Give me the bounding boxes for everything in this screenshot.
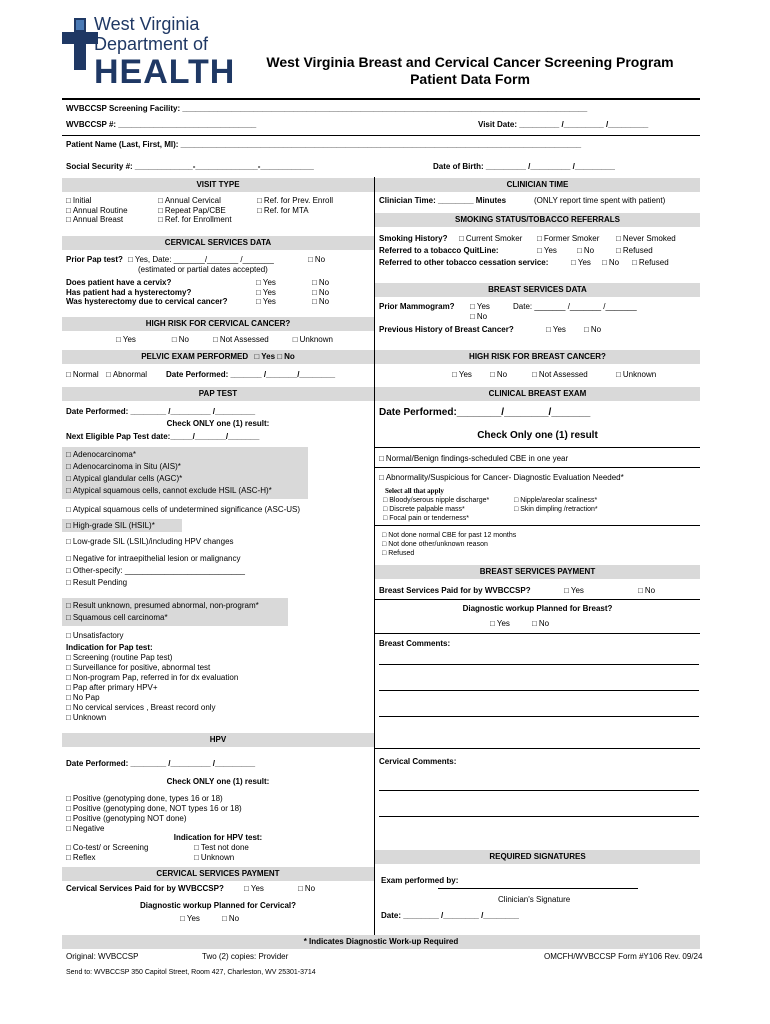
mammo-date-field[interactable]: Date: _______ /_______ /_______ — [513, 302, 637, 311]
hyst-cancer-no-checkbox[interactable]: □ No — [312, 297, 329, 307]
logo-line1: West Virginia — [94, 14, 200, 34]
ssn-field[interactable]: Social Security #: _____________-______________-____________ — [66, 162, 314, 171]
clinician-time-note: (ONLY report time spent with patient) — [534, 196, 666, 205]
cbe-check-one: Check Only one (1) result — [477, 430, 598, 441]
cbe-mass-checkbox[interactable]: □ Discrete palpable mass* — [383, 505, 489, 514]
pelvic-heading — [62, 350, 374, 364]
hpv-cotest-checkbox[interactable]: □ Co-test/ or Screening — [66, 843, 148, 853]
prior-pap-label: Prior Pap test? — [66, 255, 123, 264]
smoking-never-checkbox[interactable]: □ Never Smoked — [616, 234, 676, 244]
breast-history-no-checkbox[interactable]: □ No — [584, 325, 601, 335]
next-pap-date-field[interactable]: Next Eligible Pap Test date:_____/_______/_______ — [66, 432, 260, 441]
hpv-pos-not-16-18-checkbox[interactable]: □ Positive (genotyping done, NOT types 16 or 18) — [66, 804, 242, 814]
cessation-yes-checkbox[interactable]: □ Yes — [571, 258, 591, 268]
cervix-yes-checkbox[interactable]: □ Yes — [256, 278, 276, 288]
hpv-indication-heading: Indication for HPV test: — [173, 833, 263, 842]
facility-field[interactable]: WVBCCSP Screening Facility: ___________________________________________________________________________________________ — [66, 104, 588, 113]
pap-unsatisfactory-checkbox[interactable]: □ Unsatisfactory — [66, 631, 124, 641]
cervical-data-heading: CERVICAL SERVICES DATA — [62, 236, 374, 250]
quitline-yes-checkbox[interactable]: □ Yes — [537, 246, 557, 256]
ind-no-cervical-checkbox[interactable]: □ No cervical services , Breast record only — [66, 703, 238, 713]
hr-breast-not-assessed-checkbox[interactable]: □ Not Assessed — [532, 370, 588, 380]
smoking-history-label: Smoking History? — [379, 234, 448, 243]
breast-data-heading: BREAST SERVICES DATA — [375, 283, 700, 297]
hpv-heading: HPV — [62, 733, 374, 747]
cbe-not-done-normal-checkbox[interactable]: □ Not done normal CBE for past 12 months — [382, 531, 516, 540]
cessation-refused-checkbox[interactable]: □ Refused — [632, 258, 669, 268]
breast-payment-heading: BREAST SERVICES PAYMENT — [375, 565, 700, 579]
ind-unknown-checkbox[interactable]: □ Unknown — [66, 713, 238, 723]
cervical-comments-label: Cervical Comments: — [379, 757, 457, 766]
cbe-pain-checkbox[interactable]: □ Focal pain or tenderness* — [383, 514, 489, 523]
pelvic-yes-checkbox[interactable]: □ Yes — [254, 352, 275, 361]
ind-screening-checkbox[interactable]: □ Screening (routine Pap test) — [66, 653, 238, 663]
hysterectomy-no-checkbox[interactable]: □ No — [312, 288, 329, 298]
hysterectomy-question: Has patient had a hysterectomy? — [66, 287, 192, 297]
cbe-heading: CLINICAL BREAST EXAM — [375, 387, 700, 401]
cessation-label: Referred to other tobacco cessation service: — [379, 258, 549, 267]
cbe-not-done-other-checkbox[interactable]: □ Not done other/unknown reason — [382, 540, 516, 549]
smoking-current-checkbox[interactable]: □ Current Smoker — [459, 234, 522, 244]
pap-indication-heading: Indication for Pap test: — [66, 643, 153, 652]
pap-ais-checkbox[interactable]: □ Adenocarcinoma in Situ (AIS)* — [66, 461, 272, 473]
logo — [62, 14, 236, 92]
visit-annual-breast-checkbox[interactable]: □ Annual Breast — [66, 215, 128, 225]
cervical-payment-heading: CERVICAL SERVICES PAYMENT — [62, 867, 374, 881]
ind-nonprogram-checkbox[interactable]: □ Non-program Pap, referred in for dx evaluation — [66, 673, 238, 683]
wvbccsp-id-field[interactable]: WVBCCSP #: _______________________________ — [66, 120, 257, 129]
cbe-normal-checkbox[interactable]: □ Normal/Benign findings-scheduled CBE in one year — [379, 454, 568, 464]
visit-annual-cervical-checkbox[interactable]: □ Annual Cervical — [158, 196, 232, 206]
visit-repeat-pap-checkbox[interactable]: □ Repeat Pap/CBE — [158, 206, 232, 216]
visit-ref-enrollment-checkbox[interactable]: □ Ref. for Enrollment — [158, 215, 232, 225]
high-risk-cervical-heading: HIGH RISK FOR CERVICAL CANCER? — [62, 317, 374, 331]
dob-field[interactable]: Date of Birth: _________ /_________ /_________ — [433, 162, 615, 171]
estimated-note: (estimated or partial dates accepted) — [138, 265, 268, 274]
pap-heading: PAP TEST — [62, 387, 374, 401]
clinician-time-heading: CLINICIAN TIME — [375, 178, 700, 192]
breast-workup-no-checkbox[interactable]: □ No — [532, 619, 549, 629]
smoking-heading: SMOKING STATUS/TOBACCO REFERRALS — [375, 213, 700, 227]
title-line2: Patient Data Form — [410, 71, 530, 87]
breast-paid-label: Breast Services Paid for by WVBCCSP? — [379, 586, 531, 595]
ind-no-pap-checkbox[interactable]: □ No Pap — [66, 693, 238, 703]
cervical-paid-no-checkbox[interactable]: □ No — [298, 884, 315, 894]
hpv-pos-no-geno-checkbox[interactable]: □ Positive (genotyping NOT done) — [66, 814, 242, 824]
form-title — [240, 54, 700, 88]
hysterectomy-yes-checkbox[interactable]: □ Yes — [256, 288, 276, 298]
cervical-paid-label: Cervical Services Paid for by WVBCCSP? — [66, 884, 224, 893]
cervical-workup-no-checkbox[interactable]: □ No — [222, 914, 239, 924]
hr-cervical-yes-checkbox[interactable]: □ Yes — [116, 335, 136, 345]
exam-performed-label: Exam performed by: — [381, 876, 459, 885]
breast-history-label: Previous History of Breast Cancer? — [379, 325, 514, 334]
cervical-workup-label: Diagnostic workup Planned for Cervical? — [139, 901, 297, 910]
cessation-no-checkbox[interactable]: □ No — [602, 258, 619, 268]
hyst-cancer-yes-checkbox[interactable]: □ Yes — [256, 297, 276, 307]
visit-ref-prev-enroll-checkbox[interactable]: □ Ref. for Prev. Enroll — [257, 196, 333, 206]
visit-type-heading: VISIT TYPE — [62, 178, 374, 192]
pap-lsil-checkbox[interactable]: □ Low-grade SIL (LSIL)/including HPV changes — [66, 537, 234, 547]
hr-breast-yes-checkbox[interactable]: □ Yes — [452, 370, 472, 380]
cbe-dimpling-checkbox[interactable]: □ Skin dimpling /retraction* — [514, 505, 598, 514]
hr-breast-unknown-checkbox[interactable]: □ Unknown — [616, 370, 656, 380]
pelvic-date-field[interactable]: Date Performed: _______ /_______/________ — [166, 370, 336, 379]
visit-initial-checkbox[interactable]: □ Initial — [66, 196, 128, 206]
hpv-reflex-checkbox[interactable]: □ Reflex — [66, 853, 148, 863]
smoking-former-checkbox[interactable]: □ Former Smoker — [537, 234, 599, 244]
quitline-refused-checkbox[interactable]: □ Refused — [616, 246, 653, 256]
footer-form-number: OMCFH/WVBCCSP Form #Y106 Rev. 09/24 — [544, 952, 703, 961]
pap-check-one: Check ONLY one (1) result: — [166, 419, 270, 428]
breast-history-yes-checkbox[interactable]: □ Yes — [546, 325, 566, 335]
pap-squamous-checkbox[interactable]: □ Squamous cell carcinoma* — [66, 612, 259, 624]
hr-cervical-unknown-checkbox[interactable]: □ Unknown — [293, 335, 333, 345]
breast-comments-label: Breast Comments: — [379, 639, 451, 648]
footer-original: Original: WVBCCSP — [66, 952, 139, 961]
ind-pap-after-hpv-checkbox[interactable]: □ Pap after primary HPV+ — [66, 683, 238, 693]
pap-hsil-checkbox[interactable]: □ High-grade SIL (HSIL)* — [66, 521, 155, 531]
visit-date-field[interactable]: Visit Date: _________ /_________ /_________ — [478, 120, 649, 129]
prior-pap-no-checkbox[interactable]: □ No — [308, 255, 325, 265]
visit-annual-routine-checkbox[interactable]: □ Annual Routine — [66, 206, 128, 216]
signature-date-field[interactable]: Date: ________ /________ /________ — [381, 911, 519, 920]
footer-send-to: Send to: WVBCCSP 350 Capitol Street, Room 427, Charleston, WV 25301-3714 — [66, 969, 316, 976]
cervical-paid-yes-checkbox[interactable]: □ Yes — [244, 884, 264, 894]
cbe-refused-checkbox[interactable]: □ Refused — [382, 549, 516, 558]
cbe-date-field[interactable]: Date Performed:________/________/_______ — [379, 407, 591, 418]
pelvic-no-checkbox[interactable]: □ No — [277, 352, 295, 361]
cervical-workup-yes-checkbox[interactable]: □ Yes — [180, 914, 200, 924]
quitline-label: Referred to a tobacco QuitLine: — [379, 246, 499, 255]
cervix-question: Does patient have a cervix? — [66, 278, 172, 287]
prior-mammo-label: Prior Mammogram? — [379, 302, 455, 311]
high-risk-breast-heading: HIGH RISK FOR BREAST CANCER? — [375, 350, 700, 364]
logo-cross-icon — [62, 18, 98, 70]
footer-copies: Two (2) copies: Provider — [202, 952, 289, 961]
pap-asch-checkbox[interactable]: □ Atypical squamous cells, cannot exclude HSIL (ASC-H)* — [66, 485, 272, 497]
cbe-select-all: Select all that apply — [385, 487, 444, 495]
breast-workup-yes-checkbox[interactable]: □ Yes — [490, 619, 510, 629]
cbe-abnormal-checkbox[interactable]: □ Abnormality/Suspicious for Cancer- Diagnostic Evaluation Needed* — [379, 473, 624, 483]
footer-note: * Indicates Diagnostic Work-up Required — [62, 935, 700, 949]
hpv-not-done-checkbox[interactable]: □ Test not done — [194, 843, 249, 853]
clinician-signature-label: Clinician's Signature — [498, 895, 571, 904]
cbe-discharge-checkbox[interactable]: □ Bloody/serous nipple discharge* — [383, 496, 489, 505]
visit-ref-mta-checkbox[interactable]: □ Ref. for MTA — [257, 206, 333, 216]
cbe-scaliness-checkbox[interactable]: □ Nipple/areolar scaliness* — [514, 496, 598, 505]
pap-other-checkbox[interactable]: □ Other-specify: ___________________________ — [66, 565, 245, 577]
mammo-no-checkbox[interactable]: □ No — [470, 312, 490, 322]
hr-cervical-not-assessed-checkbox[interactable]: □ Not Assessed — [213, 335, 269, 345]
pelvic-normal-checkbox[interactable]: □ Normal — [66, 370, 99, 380]
hysterectomy-cancer-question: Was hysterectomy due to cervical cancer? — [66, 297, 228, 307]
ind-surveillance-checkbox[interactable]: □ Surveillance for positive, abnormal test — [66, 663, 238, 673]
pap-agc-checkbox[interactable]: □ Atypical glandular cells (AGC)* — [66, 473, 272, 485]
patient-name-field[interactable]: Patient Name (Last, First, MI): __________________________________________________________________________________________ — [66, 140, 582, 149]
hr-breast-no-checkbox[interactable]: □ No — [490, 370, 507, 380]
hpv-negative-checkbox[interactable]: □ Negative — [66, 824, 242, 834]
pap-ascus-checkbox[interactable]: □ Atypical squamous cells of undetermined significance (ASC-US) — [66, 505, 300, 515]
hpv-check-one: Check ONLY one (1) result: — [166, 777, 270, 786]
title-line1: West Virginia Breast and Cervical Cancer Screening Program — [266, 54, 674, 70]
pap-adenocarcinoma-checkbox[interactable]: □ Adenocarcinoma* — [66, 449, 272, 461]
quitline-no-checkbox[interactable]: □ No — [577, 246, 594, 256]
pap-unknown-abnormal-checkbox[interactable]: □ Result unknown, presumed abnormal, non-program* — [66, 600, 259, 612]
signatures-heading: REQUIRED SIGNATURES — [375, 850, 700, 864]
logo-line2: Department of — [94, 34, 209, 54]
pap-date-field[interactable]: Date Performed: ________ /_________ /_________ — [66, 407, 256, 416]
hpv-pos-16-18-checkbox[interactable]: □ Positive (genotyping done, types 16 or 18) — [66, 794, 242, 804]
hr-cervical-no-checkbox[interactable]: □ No — [172, 335, 189, 345]
pap-negative-checkbox[interactable]: □ Negative for intraepithelial lesion or malignancy — [66, 553, 245, 565]
pap-pending-checkbox[interactable]: □ Result Pending — [66, 577, 245, 589]
hpv-date-field[interactable]: Date Performed: ________ /_________ /_________ — [66, 759, 256, 768]
pelvic-abnormal-checkbox[interactable]: □ Abnormal — [106, 370, 147, 380]
mammo-yes-checkbox[interactable]: □ Yes — [470, 302, 490, 312]
cervix-no-checkbox[interactable]: □ No — [312, 278, 329, 288]
breast-workup-label: Diagnostic workup Planned for Breast? — [462, 604, 613, 613]
hpv-unknown-checkbox[interactable]: □ Unknown — [194, 853, 249, 863]
prior-pap-yes-checkbox[interactable]: □ Yes, Date: _______/_______ /_______ — [128, 255, 274, 265]
breast-paid-yes-checkbox[interactable]: □ Yes — [564, 586, 584, 596]
logo-line3: HEALTH — [94, 53, 236, 91]
pelvic-heading-label: PELVIC EXAM PERFORMED — [141, 352, 249, 361]
breast-paid-no-checkbox[interactable]: □ No — [638, 586, 655, 596]
clinician-time-field[interactable]: Clinician Time: ________ Minutes — [379, 196, 507, 205]
